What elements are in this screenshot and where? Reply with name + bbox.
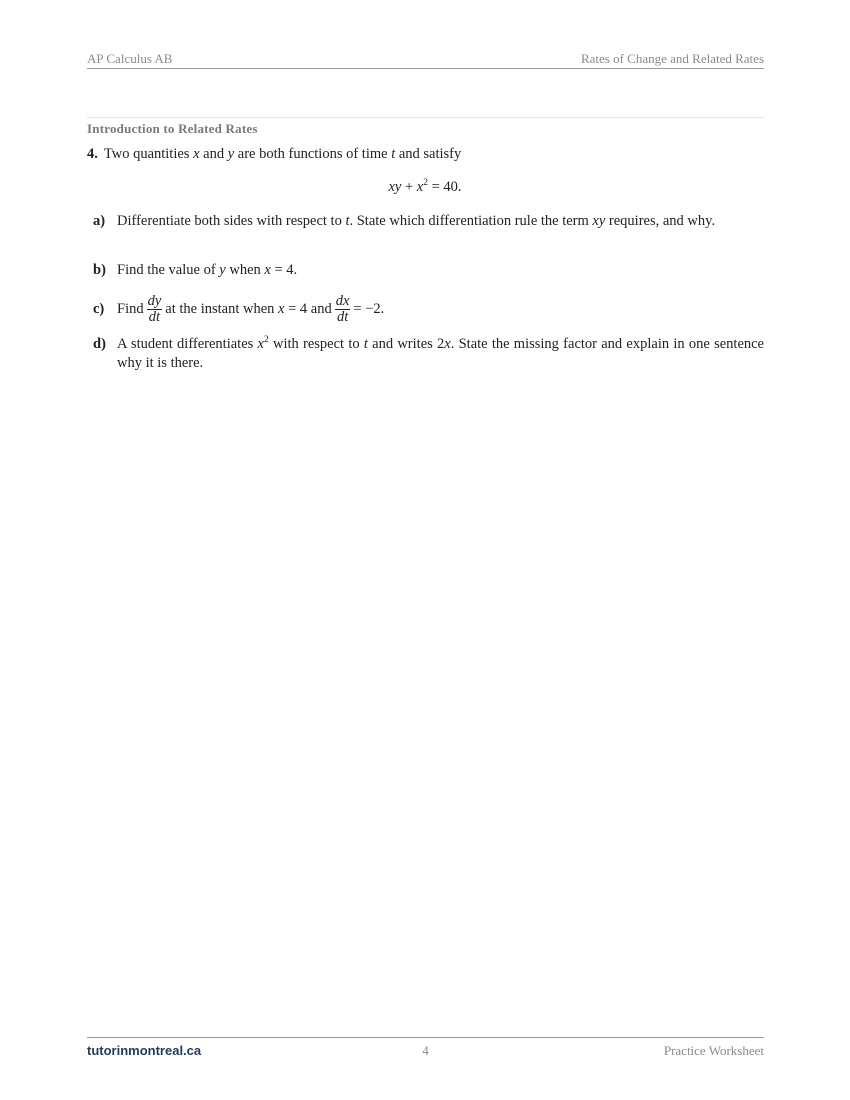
problem-text: are both functions of time (234, 146, 392, 162)
math-var: xy (592, 213, 606, 229)
equation-term: xy (388, 179, 402, 195)
problem-text: and (199, 146, 228, 162)
part-text: when (225, 262, 265, 278)
header-topic: Rates of Change and Related Rates (580, 51, 764, 66)
part-b (93, 261, 764, 280)
page-header (87, 51, 764, 67)
part-text: Find the value of (117, 262, 220, 278)
math-exponent: 2 (263, 335, 269, 345)
part-text: . State the missing factor and explain in one sentence why it is there. (117, 336, 764, 371)
part-text: = −2. (353, 301, 385, 317)
math-var: y (219, 262, 226, 278)
part-body (117, 291, 764, 327)
part-body (117, 261, 764, 280)
part-c (93, 291, 764, 327)
math-var: t (391, 146, 396, 162)
problem-text: Two quantities (103, 146, 194, 162)
math-var: x (193, 146, 200, 162)
footer-page-number: 4 (422, 1043, 429, 1058)
part-label: c) (93, 301, 105, 317)
header-rule (87, 68, 764, 69)
math-var: t (363, 336, 368, 352)
fraction-denominator: dt (336, 309, 349, 326)
part-text: Differentiate both sides with respect to (117, 213, 346, 229)
part-d (93, 335, 764, 373)
display-equation (0, 179, 850, 196)
fraction-numerator: dx (335, 293, 350, 310)
equation-operator: + (401, 179, 417, 195)
part-text: requires, and why. (605, 213, 716, 229)
math-var: x (278, 301, 285, 317)
part-label: a) (93, 213, 106, 229)
equation-term: x (416, 179, 424, 195)
part-body (117, 212, 764, 231)
footer-site-link[interactable]: tutorinmontreal.ca (87, 1043, 202, 1058)
math-var: x (444, 336, 451, 352)
math-var: t (345, 213, 350, 229)
footer-rule (87, 1037, 764, 1038)
header-course: AP Calculus AB (87, 51, 173, 66)
footer-doc-type: Practice Worksheet (663, 1043, 764, 1058)
math-var: y (227, 146, 235, 162)
problem-statement (87, 145, 764, 163)
math-var: x (257, 336, 264, 352)
equation-exponent: 2 (423, 178, 428, 188)
part-label: d) (93, 336, 106, 352)
section-title: Introduction to Related Rates (87, 121, 258, 136)
part-text: and writes 2 (367, 336, 445, 352)
part-text: . State which differentiation rule the term (349, 213, 593, 229)
problem-number: 4. (87, 146, 98, 162)
equation-rhs: = 40. (427, 179, 462, 195)
fraction-dy-dt (147, 294, 163, 325)
part-text: = 4 and (284, 301, 332, 317)
problem-text: and satisfy (395, 146, 462, 162)
part-label: b) (93, 262, 106, 278)
section-rule (87, 117, 764, 118)
page-footer (87, 1043, 764, 1059)
fraction-dx-dt (335, 294, 351, 325)
part-text: at the instant when (165, 301, 279, 317)
part-text: with respect to (268, 336, 364, 352)
fraction-denominator: dt (148, 309, 161, 326)
part-body (117, 335, 764, 373)
math-var: x (264, 262, 271, 278)
part-a (93, 212, 764, 231)
part-text: A student differentiates (117, 336, 258, 352)
part-text: = 4. (270, 262, 298, 278)
part-text: Find (117, 301, 144, 317)
fraction-numerator: dy (147, 293, 162, 310)
